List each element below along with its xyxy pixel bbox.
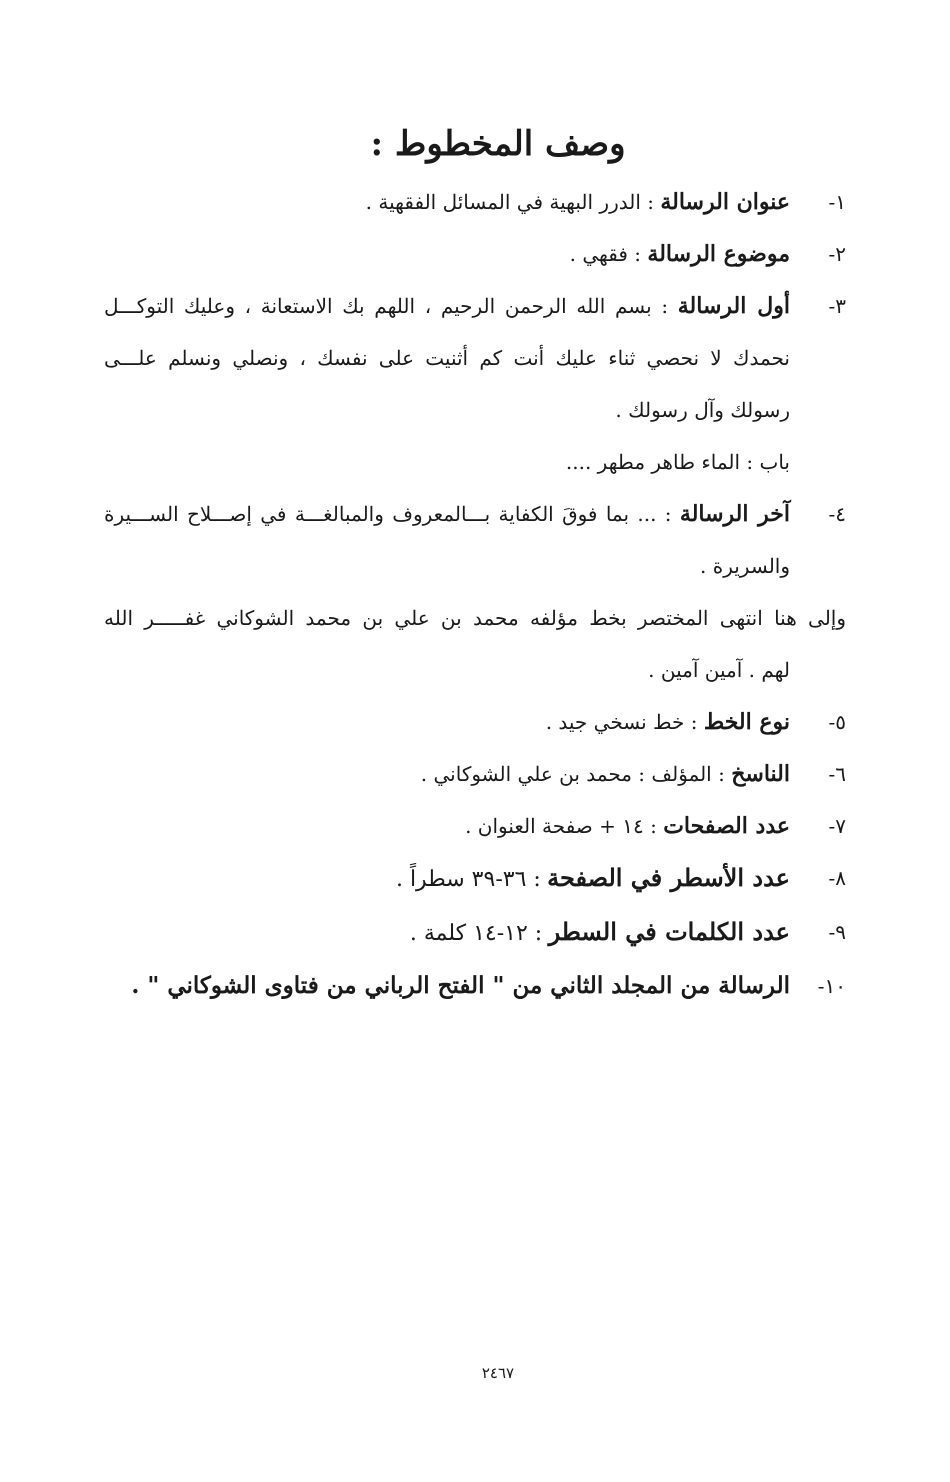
- item-value: الرسالة من المجلد الثاني من " الفتح الرباني من فتاوى الشوكاني " .: [131, 972, 790, 999]
- item-value: : خط نسخي جيد .: [545, 710, 698, 734]
- list-item-copyist: [104, 748, 846, 800]
- item-continuation-line: باب : الماء طاهر مطهر ....: [565, 450, 790, 474]
- list-item-source-volume: [104, 960, 846, 1012]
- item-label: عدد الصفحات: [663, 813, 790, 839]
- list-item-lines-per-page: [104, 852, 846, 906]
- item-continuation-line: نحمدك لا نحصي ثناء عليك أنت كم أثنيت على نفسك ، ونصلي ونسلم علـــى: [104, 346, 790, 370]
- manuscript-description-list: [104, 176, 846, 1012]
- item-value: : ٣٦-٣٩ سطراً .: [395, 867, 541, 892]
- item-first-line: [104, 280, 790, 332]
- page-number: ٢٤٦٧: [481, 1364, 515, 1382]
- item-label: عدد الكلمات في السطر: [548, 917, 790, 946]
- item-label: أول الرسالة: [677, 293, 791, 319]
- item-number: ٣-: [828, 294, 846, 318]
- item-number: ١٠-: [817, 974, 846, 998]
- item-value: : الدرر البهية في المسائل الفقهية .: [365, 190, 654, 214]
- item-label: عدد الأسطر في الصفحة: [547, 863, 790, 892]
- item-label: آخر الرسالة: [679, 501, 790, 527]
- item-number: ٤-: [828, 502, 846, 526]
- item-number: ٩-: [828, 920, 846, 944]
- item-number: ٥-: [828, 710, 846, 734]
- item-value: : ١٢-١٤ كلمة .: [409, 921, 543, 946]
- list-item-ending: [104, 488, 846, 592]
- item-value: : ١٤ + صفحة العنوان .: [465, 814, 657, 838]
- item-first-line: [104, 488, 790, 540]
- item-label: الناسخ: [731, 761, 790, 787]
- item-number: ٧-: [828, 814, 846, 838]
- item-label: نوع الخط: [703, 709, 790, 735]
- list-item-subject: [104, 228, 846, 280]
- colophon-continuation-line: لهم . آمين آمين .: [648, 658, 790, 682]
- list-item-beginning: [104, 280, 846, 488]
- list-item-script-type: [104, 696, 846, 748]
- item-value: : المؤلف : محمد بن علي الشوكاني .: [420, 762, 725, 786]
- item-number: ٦-: [828, 762, 846, 786]
- colophon-line: وإلى هنا انتهى المختصر بخط مؤلفه محمد بن علي بن محمد الشوكاني غفـــــر الله: [104, 606, 846, 630]
- item-label: موضوع الرسالة: [647, 241, 790, 267]
- item-continuation-line: رسولك وآل رسولك .: [615, 398, 790, 422]
- item-number: ٨-: [828, 866, 846, 890]
- item-number: ١-: [828, 190, 846, 214]
- list-item-title: [104, 176, 846, 228]
- item-continuation-line: والسريرة .: [700, 554, 790, 578]
- item-value: : ... بما فوقَ الكفاية بـــالمعروف والمبالغـــة في إصـــلاح الســـيرة: [104, 502, 672, 526]
- item-label: عنوان الرسالة: [660, 189, 790, 215]
- section-heading: وصف المخطوط :: [370, 124, 626, 164]
- item-value: : بسم الله الرحمن الرحيم ، اللهم بك الاستعانة ، وعليك التوكـــل: [104, 294, 669, 318]
- list-item-page-count: [104, 800, 846, 852]
- item-value: : فقهي .: [569, 242, 642, 266]
- list-item-words-per-line: [104, 906, 846, 960]
- item-number: ٢-: [828, 242, 846, 266]
